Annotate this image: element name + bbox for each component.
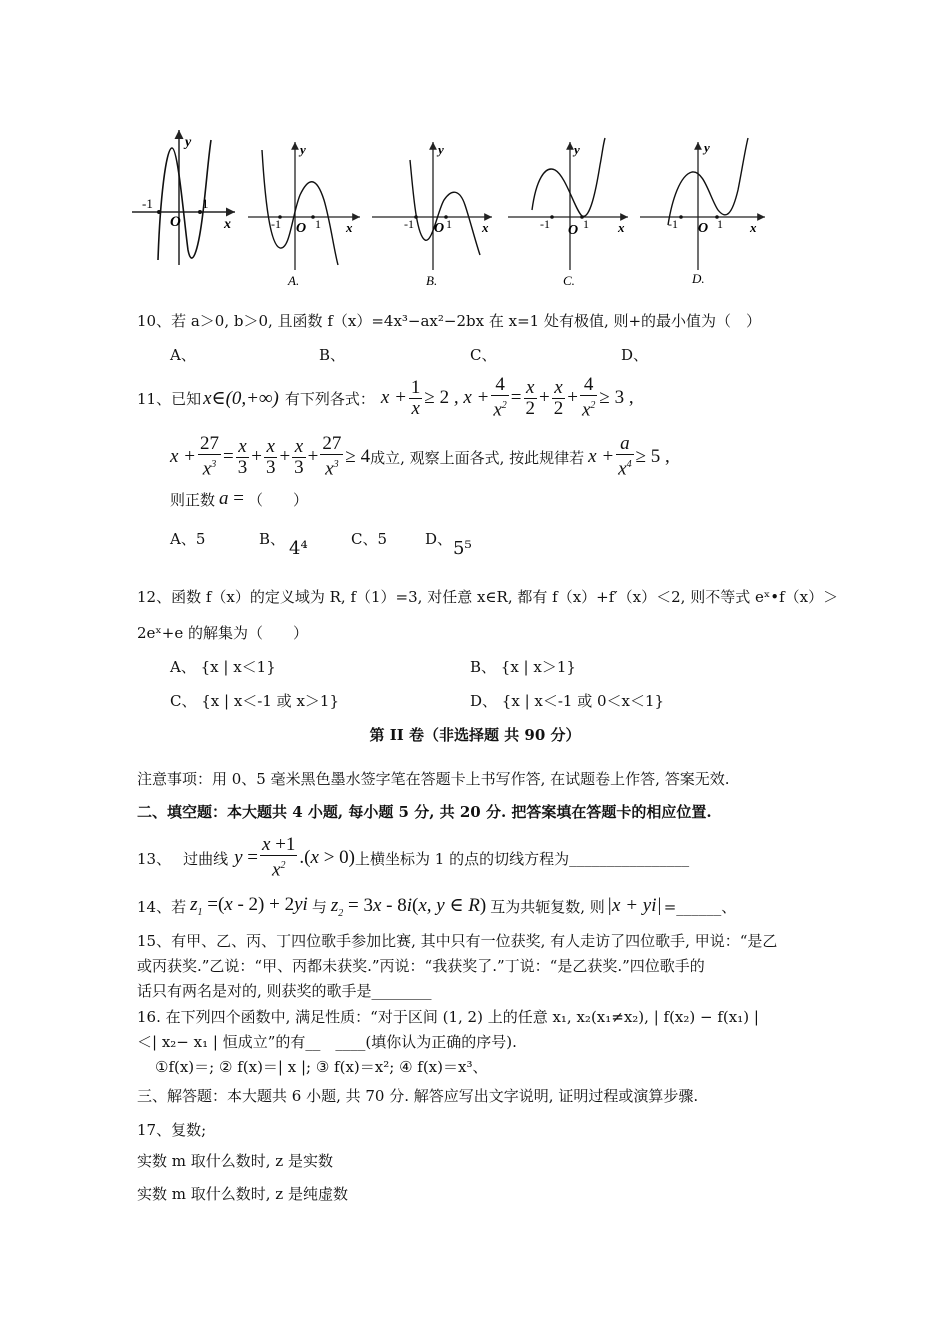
q10-option-a: A、 [170,346,196,364]
svg-text:O: O [568,223,579,238]
section2-heading: 二、填空题：本大题共 4 小题, 每小题 5 分, 共 20 分. 把答案填在答题卡的相应位置. [137,803,712,821]
q13-num: 13、 [137,849,172,868]
given-graph [132,130,235,265]
svg-text:1: 1 [446,217,452,231]
q11-option-b: B、 [259,530,286,548]
svg-text:-1: -1 [668,217,678,231]
q15-line2: 或丙获奖.”乙说：“甲、丙都未获奖.”丙说：“我获奖了.”丁说：“是乙获奖.”四位歌手的 [137,957,705,975]
q10-option-d: D、 [621,346,649,364]
q17-line3: 实数 m 取什么数时, z 是纯虚数 [137,1185,348,1203]
graph-tick-pos: 1 [202,196,209,211]
q11-ask: 则正数 [170,490,216,509]
q10-option-b: B、 [319,346,346,364]
q17-line1: 17、复数; [137,1121,207,1139]
svg-text:-1: -1 [540,217,550,231]
q14-mid: 与 [311,897,327,916]
q11-has: 有下列各式： [284,389,375,408]
answer-graphs [120,120,780,300]
section3-heading: 三、解答题：本大题共 6 小题, 共 70 分. 解答应写出文字说明, 证明过程或演算步骤. [137,1087,699,1105]
svg-text:y: y [300,142,306,157]
q16-line1: 16. 在下列四个函数中, 满足性质：“对于区间 (1, 2) 上的任意 x₁, x₂(x₁≠x₂), | f(x₂) − f(x₁) | [137,1008,759,1026]
q13: 13、 过曲线 y = $\frac{x +1}{x^2}$ .(x > 0) 上横坐标为 1 的点的切线方程为 ________________ [137,834,690,881]
graph-option-a [248,142,360,288]
q12-line1: 12、函数 f（x）的定义域为 R, f（1）=3, 对任意 x∈R, 都有 f（x）+f′（x）＜2, 则不等式 eˣ•f（x）＞ [137,588,839,606]
q11-line2-tail: 成立, 观察上面各式, 按此规律若 [370,448,585,467]
q15-line3: 话只有两名是对的, 则获奖的歌手是________ [137,982,432,1000]
q12-option-c: C、 {x | x＜-1 或 x＞1} [170,692,339,710]
q12-line2: 2eˣ+e 的解集为（ ） [137,624,308,642]
q10-stem: 10、若 a＞0, b＞0, 且函数 f（x）=4x³−ax²−2bx 在 x=1 处有极值, 则+的最小值为（ ） [137,312,762,330]
graph-option-b [372,142,492,288]
svg-text:y: y [574,142,580,157]
q12-option-a: A、 {x | x＜1} [170,658,276,676]
svg-text:O: O [698,221,709,236]
svg-text:y: y [704,140,710,155]
svg-text:x: x [618,220,625,235]
q16-line2: ＜| x₂− x₁ | 恒成立”的有__ ____(填你认为正确的序号). [137,1033,517,1051]
svg-text:1: 1 [315,217,321,231]
svg-text:1: 1 [583,217,589,231]
graph-label-d: D. [692,271,705,286]
svg-text:x: x [750,220,757,235]
q17-line2: 实数 m 取什么数时, z 是实数 [137,1152,333,1170]
svg-text:-1: -1 [271,217,281,231]
q10-option-c: C、 [470,346,497,364]
svg-text:-1: -1 [404,217,414,231]
q14: 14、若 $z_1 =(x - 2) + 2yi$ 与 $z_2 = 3x - 8i(x$, y ∈ R) 互为共轭复数, 则 |x + yi| =______、 [137,894,737,919]
graph-y-label: y [185,135,192,150]
q14-num: 14、若 [137,897,187,916]
notice-text: 注意事项：用 0、5 毫米黑色墨水签字笔在答题卡上书写作答, 在试题卷上作答, 答案无效. [137,770,730,788]
graph-x-label: x [224,217,231,232]
q11-line2: x + $\frac{27}{x^3}$ = $\frac{x}{3}$ + $\frac{x}{3}$ + $\frac{x}{3}$ + $\frac{27}{x^3}$ ≥ 4 成立, 观察上面各式, 按此规律若 x + $\frac{a}{x^4}$ ≥ 5 , [170,433,670,480]
q12-option-b: B、 {x | x＞1} [470,658,576,676]
svg-text:y: y [438,142,444,157]
svg-text:x: x [346,220,353,235]
q11-line1: 11、已知 x∈(0,+∞) 有下列各式： x + $\frac{1}{x}$ ≥ 2 , x + $\frac{4}{x^2}$ = $\frac{x}{2}$ + $\frac{x}{2}$ + $\frac{4}{x^2}$ ≥ 3 , [137,374,634,421]
svg-text:O: O [296,221,307,236]
q13-tail: 上横坐标为 1 的点的切线方程为 [354,849,570,868]
q11-ask-tail: （ ） [247,490,308,509]
q11-condition: x∈(0,+∞) [203,387,279,409]
svg-text:O: O [434,221,445,236]
q14-tail: 互为共轭复数, 则 [490,897,605,916]
graph-tick-neg: -1 [142,196,153,211]
q11-ask-line: 则正数 a = （ ） [170,488,308,509]
q11-option-a: A、5 [170,530,206,548]
q14-end: =______、 [663,897,737,916]
q16-line3: ①f(x)＝; ② f(x)＝| x |; ③ f(x)＝x²; ④ f(x)＝x³、 [155,1058,488,1076]
q11-option-d: D、 [425,530,453,548]
graph-option-c [508,138,628,288]
part2-title: 第 II 卷（非选择题 共 90 分） [369,726,581,744]
graph-origin: O [170,214,181,230]
graph-label-b: B. [426,273,438,288]
graph-label-c: C. [563,273,575,288]
q15-line1: 15、有甲、乙、丙、丁四位歌手参加比赛, 其中只有一位获奖, 有人走访了四位歌手, 甲说：“是乙 [137,932,778,950]
q11-option-d-value: 5⁵ [453,538,472,559]
notice [137,768,729,789]
q13-blank: ________________ [569,849,690,867]
q11-option-c: C、5 [351,530,388,548]
q11-option-b-value: 4⁴ [289,538,308,559]
q11-intro: 11、已知 [137,389,202,408]
graph-label-a: A. [288,273,300,288]
q12-option-d: D、 {x | x＜-1 或 0＜x＜1} [470,692,665,710]
svg-text:x: x [482,220,489,235]
graph-option-d [640,138,765,286]
q13-pre: 过曲线 [183,849,229,868]
svg-text:1: 1 [717,217,723,231]
